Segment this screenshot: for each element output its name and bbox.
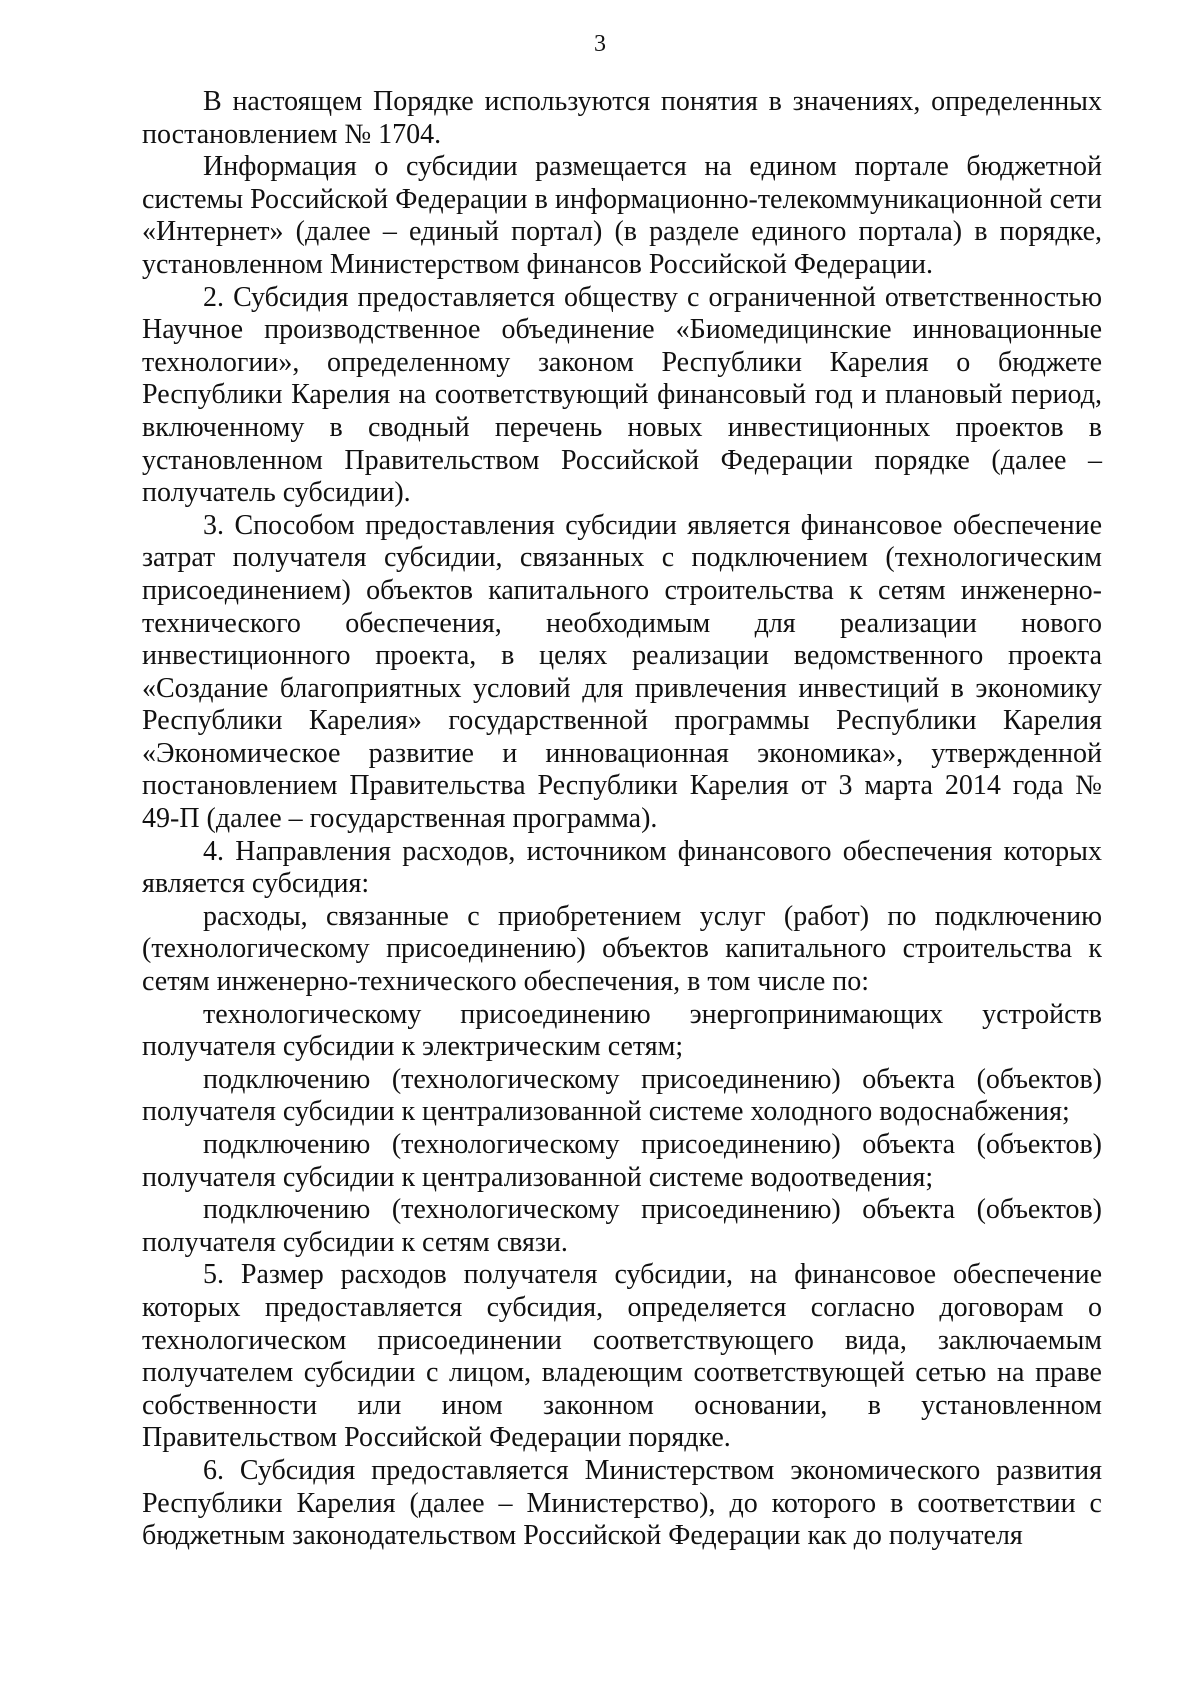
paragraph-portal-info: Информация о субсидии размещается на едином портале бюджетной системы Российской Федерации в информационно-телекоммуникационной сети «Интернет» (далее – единый портал) (в разделе единого портала) в порядке, установленном Министерством финансов Российской Федерации. (142, 151, 1102, 280)
paragraph-expenses-connection: расходы, связанные с приобретением услуг (работ) по подключению (технологическому присоединению) объектов капитального строительства к сетям инженерно-технического обеспечения, в том числе по: (142, 900, 1102, 998)
document-body (142, 86, 1102, 1553)
paragraph-communication-networks: подключению (технологическому присоединению) объекта (объектов) получателя субсидии к сетям связи. (142, 1194, 1102, 1258)
page-number: 3 (594, 31, 606, 57)
paragraph-water-disposal: подключению (технологическому присоединению) объекта (объектов) получателя субсидии к централизованной системе водоотведения; (142, 1129, 1102, 1193)
paragraph-electric-networks: технологическому присоединению энергопринимающих устройств получателя субсидии к электрическим сетям; (142, 998, 1102, 1063)
paragraph-water-supply: подключению (технологическому присоединению) объекта (объектов) получателя субсидии к централизованной системе холодного водоснабжения; (142, 1063, 1102, 1128)
paragraph-5-expense-amount: 5. Размер расходов получателя субсидии, на финансовое обеспечение которых предоставляется субсидия, определяется согласно договорам о технологическом присоединении соответствующего вида, заключаемым получателем субсидии с лицом, владеющим соответствующей сетью на праве собственности или ином законном основании, в установленном Правительством Российской Федерации порядке. (142, 1259, 1102, 1454)
paragraph-6-ministry: 6. Субсидия предоставляется Министерством экономического развития Республики Карелия (далее – Министерство), до которого в соответствии с бюджетным законодательством Российской Федерации как до получателя (142, 1454, 1102, 1552)
paragraph-4-expense-directions: 4. Направления расходов, источником финансового обеспечения которых является субсидия: (142, 835, 1102, 900)
paragraph-terms: В настоящем Порядке используются понятия в значениях, определенных постановлением № 1704. (142, 86, 1102, 150)
paragraph-3-method: 3. Способом предоставления субсидии является финансовое обеспечение затрат получателя субсидии, связанных с подключением (технологическим присоединением) объектов капитального строительства к сетям инженерно-технического обеспечения, необходимым для реализации нового инвестиционного проекта, в целях реализации ведомственного проекта «Создание благоприятных условий для привлечения инвестиций в экономику Республики Карелия» государственной программы Республики Карелия «Экономическое развитие и инновационная экономика», утвержденной постановлением Правительства Республики Карелия от 3 марта 2014 года № 49-П (далее – государственная программа). (142, 509, 1102, 835)
paragraph-2-recipient: 2. Субсидия предоставляется обществу с ограниченной ответственностью Научное производственное объединение «Биомедицинские инновационные технологии», определенному законом Республики Карелия о бюджете Республики Карелия на соответствующий финансовый год и плановый период, включенному в сводный перечень новых инвестиционных проектов в установленном Правительством Российской Федерации порядке (далее – получатель субсидии). (142, 281, 1102, 509)
